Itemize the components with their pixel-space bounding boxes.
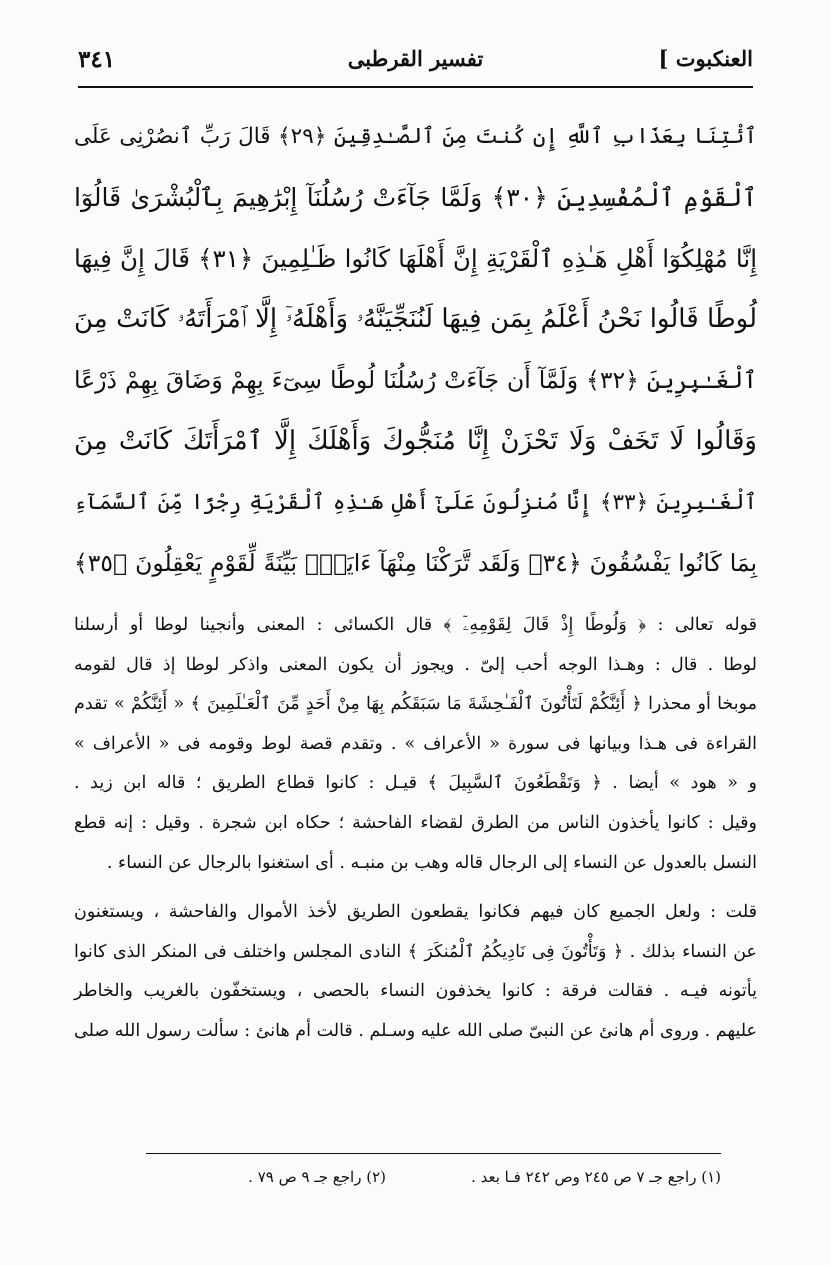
commentary-line: عن النساء بذلك . ﴿ وَتَأْتُونَ فِى نَادِيكُمُ ٱلْمُنكَرَ ﴾ النادى المجلس واختلف فى المنكر الذى كانوا [74, 941, 757, 962]
commentary-line: قلت : ولعل الجميع كان فيهم فكانوا يقطعون الطريق لأخذ الأموال والفاحشة ، ويستغنون [74, 902, 757, 923]
footnotes [74, 1160, 721, 1194]
commentary-line: لوطا . قال : وهـذا الوجه أحب إلىّ . ويجوز أن يكون المعنى واذكر لوطا إذ قال لقومه [74, 654, 757, 675]
page-number: ٣٤١ [78, 46, 116, 73]
quran-line: وَقَالُوا لَا تَخَفْ وَلَا تَحْزَنْ إِنَّا مُنَجُّوكَ وَأَهْلَكَ إِلَّا ٱمْرَأَتَكَ كَانَتْ مِنَ [74, 426, 757, 456]
commentary-line: قوله تعالى : ﴿ وَلُوطًا إِذْ قَالَ لِقَوْمِهِۦٓ ﴾ قال الكسائى : المعنى وأنجينا لوطا أو أرسلنا [74, 615, 757, 635]
commentary-line: وقيل : كانوا يأخذون الناس من الطرق لقضاء الفاحشة ؛ حكاه ابن شجرة . وقيل : إنه قطع [74, 812, 757, 833]
commentary-line: موبخا أو محذرا ﴿ أَئِنَّكُمْ لَتَأْتُونَ ٱلْفَـٰحِشَةَ مَا سَبَقَكُم بِهَا مِنْ أَحَدٍ مِّنَ ٱلْعَـٰلَمِينَ ﴾ « أَئِنَّكُمْ » تقدم [74, 694, 757, 715]
footnote-1: (١) راجع جـ ٧ ص ٢٤٥ وص ٢٤٢ فـا بعد . [471, 1168, 721, 1186]
commentary-line: و « هود » أيضا . ﴿ وَتَقْطَعُونَ ٱلسَّبِيلَ ﴾ قيـل : كانوا قطاع الطريق ؛ قاله ابن زيد . [74, 773, 757, 794]
quran-line: إِنَّا مُهْلِكُوٓا أَهْلِ هَـٰذِهِ ٱلْقَرْيَةِ إِنَّ أَهْلَهَا كَانُوا ظَـٰلِمِينَ ﴿٣١﴾ قَالَ إِنَّ فِيهَا [74, 244, 757, 273]
quran-line: ٱئْتِنَا بِعَذَابِ ٱللَّهِ إِن كُنتَ مِنَ ٱلصَّـٰدِقِينَ ﴿٢٩﴾ قَالَ رَبِّ ٱنصُرْنِى عَلَى [74, 124, 757, 149]
quran-verses [74, 106, 757, 594]
page-header [78, 40, 753, 88]
commentary [74, 606, 757, 1052]
footnote-2: (٢) راجع جـ ٩ ص ٧٩ . [248, 1168, 386, 1186]
book-title: تفسير القرطبى [347, 46, 484, 71]
quran-line: ٱلْغَـٰبِرِينَ ﴿٣٢﴾ وَلَمَّآ أَن جَآءَتْ رُسُلُنَا لُوطًا سِىٓءَ بِهِمْ وَضَاقَ بِهِمْ ذَرْعًا [74, 366, 757, 394]
footnote-rule [146, 1153, 721, 1154]
commentary-line: النسل بالعدول عن النساء إلى الرجال قاله وهب بن منبـه . أى استغنوا بالرجال عن النساء . [106, 852, 757, 873]
quran-line: ٱلْغَـٰبِرِينَ ﴿٣٣﴾ إِنَّا مُنزِلُونَ عَلَىٰٓ أَهْلِ هَـٰذِهِ ٱلْقَرْيَةِ رِجْزًا مِّنَ ٱلسَّمَآءِ [74, 490, 757, 515]
commentary-line: يأتونه فيـه . فقالت فرقة : كانوا يخذفون النساء بالحصى ، ويستخفّون بالغريب والخاطر [74, 981, 757, 1002]
commentary-line: عليهم . وروى أم هانئ عن النبىّ صلى الله عليه وسـلم . قالت أم هانئ : سألت رسول الله صلى [74, 1020, 757, 1041]
sura-name: العنكبوت ] [658, 46, 753, 71]
commentary-line: القراءة فى هـذا وبيانها فى سورة « الأعراف » . وتقدم قصة لوط وقومه فى « الأعراف » [74, 733, 757, 754]
quran-line: ٱلْقَوْمِ ٱلْمُفْسِدِينَ ﴿٣٠﴾ وَلَمَّا جَآءَتْ رُسُلُنَآ إِبْرَٰهِيمَ بِٱلْبُشْرَىٰ قَالُوٓا [74, 183, 757, 212]
quran-line: بِمَا كَانُوا يَفْسُقُونَ ﴿٣٤﴾ وَلَقَد تَّرَكْنَا مِنْهَآ ءَايَةًۢ بَيِّنَةً لِّقَوْمٍ يَعْقِلُونَ ﴿٣٥﴾ [74, 549, 757, 577]
quran-line: لُوطًا قَالُوا نَحْنُ أَعْلَمُ بِمَن فِيهَا لَنُنَجِّيَنَّهُۥ وَأَهْلَهُۥٓ إِلَّا ٱمْرَأَتَهُۥ كَانَتْ مِنَ [74, 304, 757, 334]
paragraph-gap [74, 883, 757, 893]
